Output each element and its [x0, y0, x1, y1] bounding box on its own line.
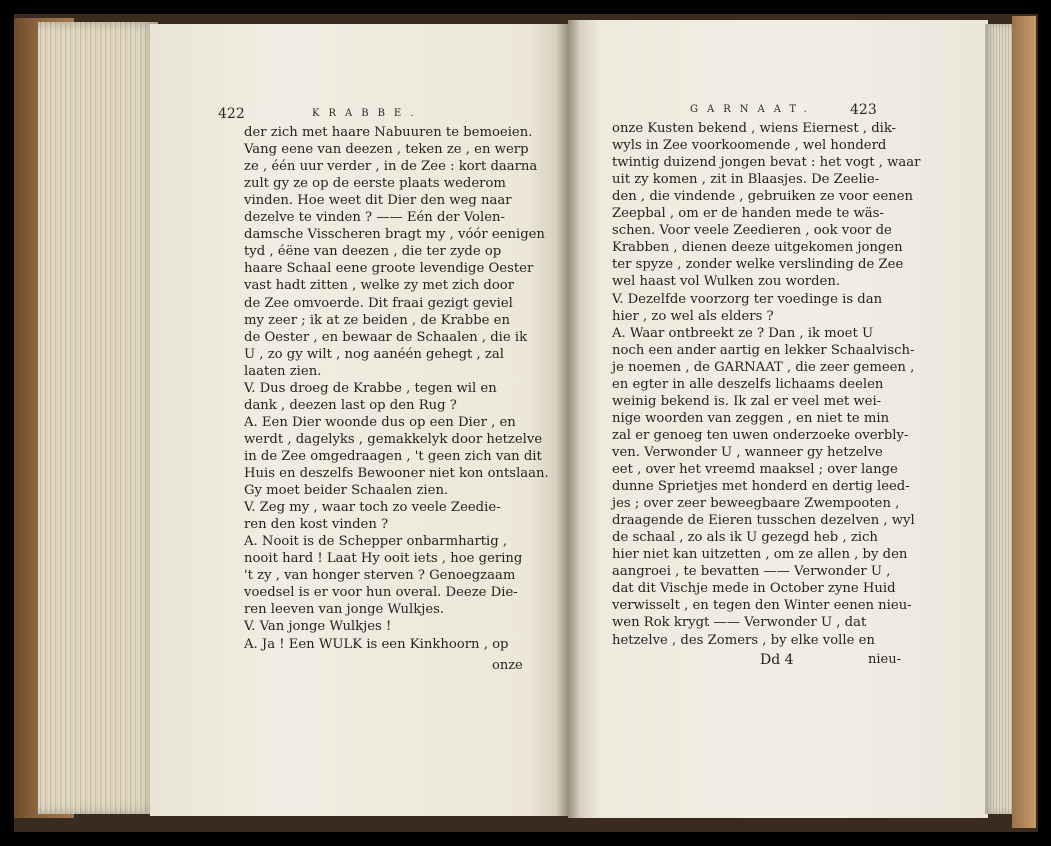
right-running-head: GARNAAT. — [690, 104, 816, 115]
text-line: my zeer ; ik at ze beiden , de Krabbe en — [244, 312, 510, 328]
text-line: noch een ander aartig en lekker Schaalvisch- — [612, 342, 915, 358]
text-line: dank , deezen last op den Rug ? — [244, 397, 457, 413]
signature-mark: Dd 4 — [760, 652, 794, 668]
text-line: weinig bekend is. Ik zal er veel met wei- — [612, 393, 882, 409]
text-line: twintig duizend jongen bevat : het vogt , waar — [612, 155, 921, 171]
text-line: verwisselt , en tegen den Winter eenen nieu- — [612, 598, 912, 614]
text-line: Krabben , dienen deeze uitgekomen jongen — [612, 240, 903, 256]
text-line: de Oester , en bewaar de Schaalen , die ik — [244, 329, 528, 345]
text-line: nooit hard ! Laat Hy ooit iets , hoe gering — [244, 551, 523, 567]
text-line: haare Schaal eene groote levendige Oester — [244, 261, 534, 277]
text-line: ven. Verwonder U , wanneer gy hetzelve — [612, 444, 883, 460]
right-catchword: nieu- — [868, 652, 901, 667]
text-line: werdt , dagelyks , gemakkelyk door hetzelve — [244, 431, 543, 447]
text-line: hetzelve , des Zomers , by elke volle en — [612, 632, 875, 648]
text-line: tyd , éëne van deezen , die ter zyde op — [244, 244, 502, 260]
text-line: voedsel is er voor hun overal. Deeze Die- — [244, 585, 518, 601]
text-line: ren den kost vinden ? — [244, 517, 389, 533]
text-line: Zeepbal , om er de handen mede te wäs- — [612, 206, 884, 222]
text-line: damsche Visscheren bragt my , vóór eenigen — [244, 227, 545, 243]
text-line: wen Rok krygt —— Verwonder U , dat — [612, 615, 867, 631]
text-line: V. Zeg my , waar toch zo veele Zeedie- — [244, 500, 501, 516]
text-line: dezelve te vinden ? —— Eén der Volen- — [244, 210, 505, 226]
left-catchword: onze — [492, 658, 523, 673]
right-cover-edge — [1012, 16, 1036, 828]
text-line: Huis en deszelfs Bewooner niet kon ontslaan. — [244, 466, 549, 481]
text-line: ze , één uur verder , in de Zee : kort daarna — [244, 159, 538, 175]
text-line: in de Zee omgedraagen , 't geen zich van dit — [244, 448, 542, 464]
text-line: vinden. Hoe weet dit Dier den weg naar — [244, 193, 512, 209]
left-page-number: 422 — [218, 106, 245, 122]
text-line: laaten zien. — [244, 363, 322, 379]
text-line: V. Van jonge Wulkjes ! — [244, 619, 392, 635]
text-line: uit zy komen , zit in Blaasjes. De Zeelie- — [612, 172, 880, 188]
text-line: zal er genoeg ten uwen onderzoeke overbly- — [612, 427, 909, 443]
text-line: hier niet kan uitzetten , om ze allen , by den — [612, 547, 908, 563]
text-line: A. Ja ! Een WULK is een Kinkhoorn , op — [244, 636, 509, 652]
text-line: nige woorden van zeggen , en niet te min — [612, 410, 890, 426]
text-line: 't zy , van honger sterven ? Genoegzaam — [244, 568, 516, 584]
text-line: de schaal , zo als ik U gezegd heb , zich — [612, 530, 878, 546]
text-line: A. Een Dier woonde dus op een Dier , en — [244, 414, 516, 430]
text-line: A. Nooit is de Schepper onbarmhartig , — [244, 534, 508, 550]
text-line: de Zee omvoerde. Dit fraai gezigt geviel — [244, 295, 513, 311]
text-line: schen. Voor veele Zeedieren , ook voor de — [612, 223, 892, 239]
text-line: draagende de Eieren tusschen dezelven , wyl — [612, 513, 915, 529]
text-line: der zich met haare Nabuuren te bemoeien. — [244, 125, 533, 140]
left-running-head: KRABBE. — [312, 108, 423, 119]
text-line: ren leeven van jonge Wulkjes. — [244, 602, 445, 618]
text-line: je noemen , de GARNAAT , die zeer gemeen , — [612, 359, 915, 375]
left-page-edges — [38, 22, 158, 814]
text-line: Vang eene van deezen , teken ze , en werp — [244, 142, 529, 158]
text-line: den , die vindende , gebruiken ze voor eenen — [612, 189, 914, 205]
text-line: onze Kusten bekend , wiens Eiernest , dik- — [612, 121, 897, 136]
text-line: vast hadt zitten , welke zy met zich door — [244, 278, 515, 294]
text-line: Gy moet beider Schaalen zien. — [244, 483, 449, 499]
text-line: ter spyze , zonder welke verslinding de Zee — [612, 257, 904, 273]
left-page — [150, 24, 568, 816]
right-page-number: 423 — [850, 102, 877, 118]
text-line: eet , over het vreemd maaksel ; over lange — [612, 462, 898, 477]
text-line: dunne Sprietjes met honderd en dertig leed- — [612, 479, 910, 495]
text-line: aangroei , te bevatten —— Verwonder U , — [612, 564, 891, 580]
text-line: V. Dezelfde voorzorg ter voedinge is dan — [612, 291, 883, 307]
text-line: zult gy ze op de eerste plaats wederom — [244, 176, 506, 192]
text-line: wel haast vol Wulken zou worden. — [612, 274, 841, 290]
gutter-shadow — [556, 20, 580, 818]
right-page — [568, 20, 988, 818]
text-line: U , zo gy wilt , nog aanéén gehegt , zal — [244, 346, 504, 362]
text-line: en egter in alle deszelfs lichaams deelen — [612, 376, 884, 392]
text-line: dat dit Vischje mede in October zyne Huid — [612, 581, 896, 597]
text-line: hier , zo wel als elders ? — [612, 308, 774, 324]
text-line: wyls in Zee voorkoomende , wel honderd — [612, 138, 887, 154]
text-line: V. Dus droeg de Krabbe , tegen wil en — [244, 380, 497, 396]
text-line: jes ; over zeer beweegbaare Zwempooten , — [612, 496, 900, 512]
text-line: A. Waar ontbreekt ze ? Dan , ik moet U — [612, 325, 874, 341]
